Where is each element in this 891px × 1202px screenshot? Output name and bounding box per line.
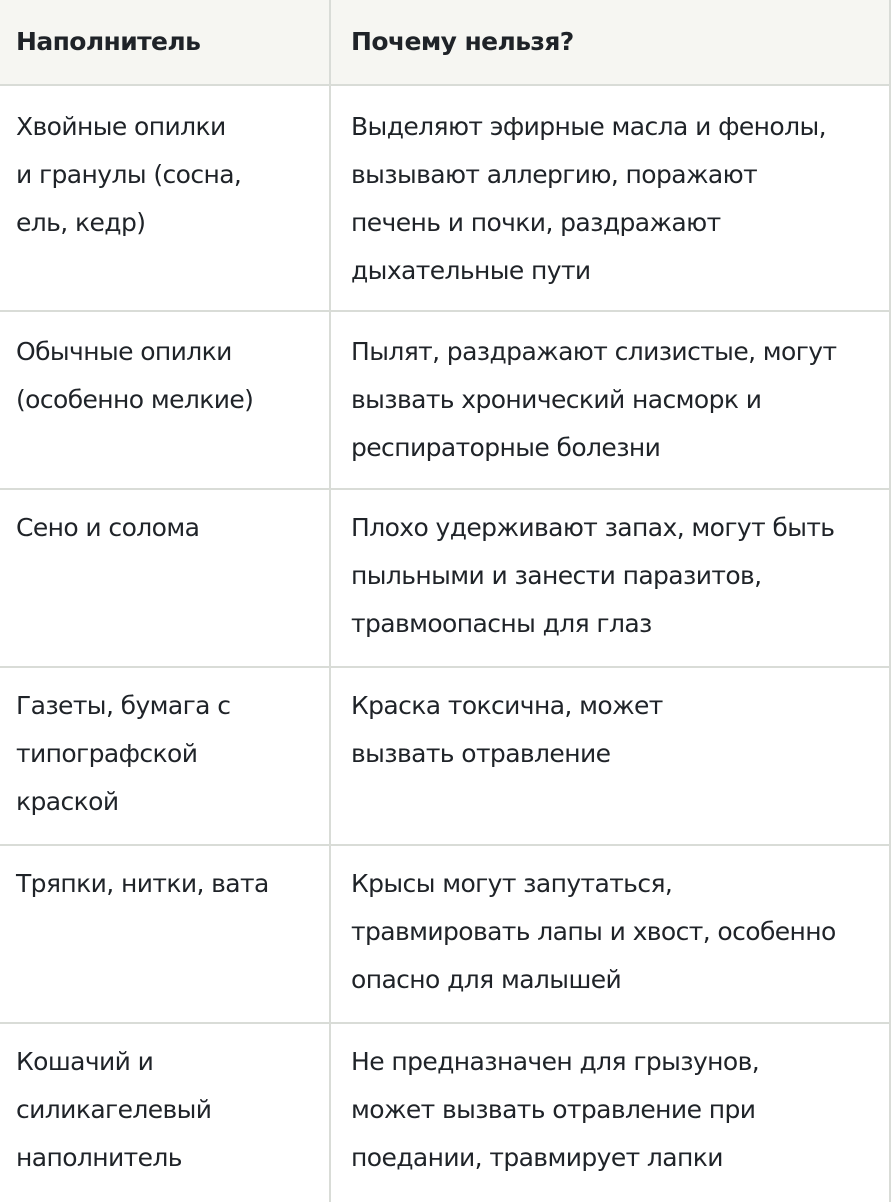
reason-line: может вызвать отравление при (351, 1095, 756, 1124)
header-reason: Почему нельзя? (331, 0, 891, 84)
reason-cell (331, 490, 891, 666)
filler-line: Хвойные опилки (16, 112, 226, 141)
table-header-row (0, 0, 891, 86)
reason-line: пыльными и занести паразитов, (351, 561, 762, 590)
filler-cell (0, 1024, 331, 1202)
filler-line: ель, кедр) (16, 208, 146, 237)
table-row (0, 86, 891, 312)
reason-line: опасно для малышей (351, 965, 622, 994)
reason-cell (331, 86, 891, 310)
table-row (0, 312, 891, 490)
table-row (0, 1024, 891, 1202)
reason-line: Пылят, раздражают слизистые, могут (351, 337, 837, 366)
filler-line: (особенно мелкие) (16, 385, 254, 414)
reason-line: травмировать лапы и хвост, особенно (351, 917, 836, 946)
filler-line: типографской (16, 739, 198, 768)
reason-line: дыхательные пути (351, 256, 591, 285)
table-row (0, 490, 891, 668)
filler-cell (0, 668, 331, 844)
filler-line: Тряпки, нитки, вата (16, 869, 269, 898)
reason-cell (331, 668, 891, 844)
table-row (0, 846, 891, 1024)
reason-cell (331, 312, 891, 488)
reason-line: Плохо удерживают запах, могут быть (351, 513, 835, 542)
filler-line: краской (16, 787, 119, 816)
filler-cell (0, 490, 331, 666)
reason-line: Краска токсична, может (351, 691, 663, 720)
reason-line: печень и почки, раздражают (351, 208, 721, 237)
filler-cell (0, 846, 331, 1022)
filler-line: силикагелевый (16, 1095, 212, 1124)
filler-line: Кошачий и (16, 1047, 154, 1076)
filler-line: наполнитель (16, 1143, 182, 1172)
table-row (0, 668, 891, 846)
filler-line: Газеты, бумага с (16, 691, 231, 720)
header-filler: Наполнитель (0, 0, 331, 84)
reason-cell (331, 1024, 891, 1202)
reason-line: Крысы могут запутаться, (351, 869, 673, 898)
filler-cell (0, 86, 331, 310)
reason-line: вызвать хронический насморк и (351, 385, 762, 414)
reason-line: Выделяют эфирные масла и фенолы, (351, 112, 826, 141)
filler-line: Обычные опилки (16, 337, 232, 366)
reason-line: поедании, травмирует лапки (351, 1143, 723, 1172)
filler-cell (0, 312, 331, 488)
reason-line: Не предназначен для грызунов, (351, 1047, 760, 1076)
reason-cell (331, 846, 891, 1022)
reason-line: травмоопасны для глаз (351, 609, 652, 638)
reason-line: вызывают аллергию, поражают (351, 160, 758, 189)
filler-line: и гранулы (сосна, (16, 160, 242, 189)
filler-line: Сено и солома (16, 513, 200, 542)
reason-line: вызвать отравление (351, 739, 611, 768)
reason-line: респираторные болезни (351, 433, 661, 462)
